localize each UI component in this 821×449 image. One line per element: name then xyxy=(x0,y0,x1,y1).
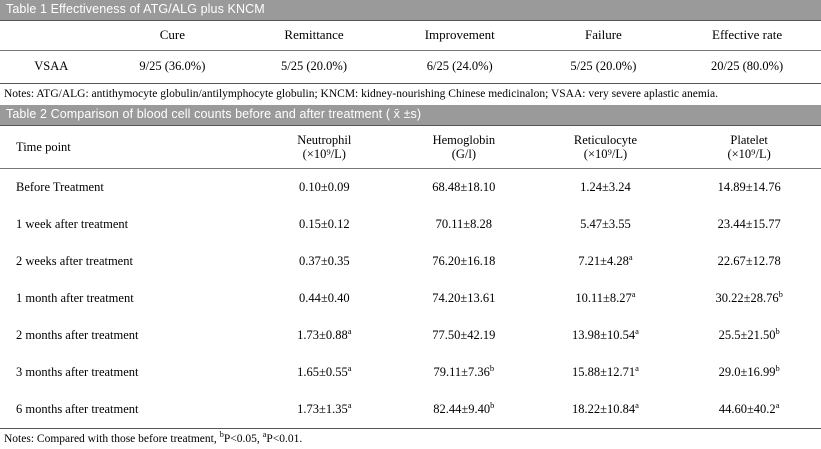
value: 7.21±4.28 xyxy=(578,254,629,268)
table2-header-line1: Neutrophil xyxy=(255,133,395,147)
table1-header-cell: Effective rate xyxy=(673,21,821,50)
significance-marker: a xyxy=(776,399,780,409)
table2-header-line2: (×10⁹/L) xyxy=(677,147,821,161)
value: 1.24±3.24 xyxy=(580,180,631,194)
table2-header-cell-neutrophil xyxy=(255,126,395,168)
table2-header-line2: (×10⁹/L) xyxy=(534,147,678,161)
table1-header-cell: Cure xyxy=(103,21,243,50)
table-row xyxy=(0,354,821,391)
value: 30.22±28.76 xyxy=(715,291,778,305)
table2-row-label: 6 months after treatment xyxy=(0,391,255,428)
table1-header-cell: Improvement xyxy=(386,21,534,50)
table2-cell-platelet xyxy=(677,169,821,206)
table2-cell-reticulocyte xyxy=(534,206,678,243)
table2-row-label: 2 months after treatment xyxy=(0,317,255,354)
table2-cell-hemoglobin xyxy=(394,354,534,391)
value: 13.98±10.54 xyxy=(572,328,635,342)
table2-cell-neutrophil xyxy=(255,317,395,354)
value: 1.73±0.88 xyxy=(297,328,348,342)
table1-cell: 5/25 (20.0%) xyxy=(534,51,674,83)
significance-marker: b xyxy=(490,399,494,409)
table2-cell-neutrophil xyxy=(255,206,395,243)
table2-cell-hemoglobin xyxy=(394,280,534,317)
value: 82.44±9.40 xyxy=(433,402,490,416)
value: 22.67±12.78 xyxy=(718,254,781,268)
table2-row-label: Before Treatment xyxy=(0,169,255,206)
table2-cell-platelet xyxy=(677,391,821,428)
table1-header-row xyxy=(0,21,821,50)
value: 0.10±0.09 xyxy=(299,180,350,194)
table2-notes xyxy=(0,429,821,449)
table1-header-cell: Failure xyxy=(534,21,674,50)
value: 0.37±0.35 xyxy=(299,254,350,268)
value: 0.15±0.12 xyxy=(299,217,350,231)
table2-cell-reticulocyte xyxy=(534,354,678,391)
table-row xyxy=(0,280,821,317)
table2-header-line1: Platelet xyxy=(677,133,821,147)
table1-row-label: VSAA xyxy=(0,51,103,83)
table2-row-label: 1 month after treatment xyxy=(0,280,255,317)
value: 5.47±3.55 xyxy=(580,217,631,231)
value: 10.11±8.27 xyxy=(575,291,631,305)
notes-sup-a: a xyxy=(263,429,267,439)
value: 76.20±16.18 xyxy=(432,254,495,268)
table-row xyxy=(0,206,821,243)
table2-cell-neutrophil xyxy=(255,243,395,280)
table2-cell-platelet xyxy=(677,280,821,317)
value: 23.44±15.77 xyxy=(718,217,781,231)
table2-cell-platelet xyxy=(677,317,821,354)
table2-cell-hemoglobin xyxy=(394,206,534,243)
table1-body xyxy=(0,51,821,83)
notes-end: P<0.01. xyxy=(266,433,302,445)
table2-cell-platelet xyxy=(677,354,821,391)
table2-cell-hemoglobin xyxy=(394,169,534,206)
significance-marker: b xyxy=(490,362,494,372)
table1-cell: 6/25 (24.0%) xyxy=(386,51,534,83)
table2-cell-reticulocyte xyxy=(534,243,678,280)
table-row xyxy=(0,391,821,428)
table2-cell-reticulocyte xyxy=(534,169,678,206)
table2-header-line2: (G/l) xyxy=(394,147,534,161)
table2-cell-platelet xyxy=(677,206,821,243)
table2-cell-neutrophil xyxy=(255,280,395,317)
table2-row-label: 1 week after treatment xyxy=(0,206,255,243)
table1-cell: 20/25 (80.0%) xyxy=(673,51,821,83)
table2-cell-neutrophil xyxy=(255,391,395,428)
value: 25.5±21.50 xyxy=(719,328,776,342)
table2-cell-neutrophil xyxy=(255,354,395,391)
table2-cell-hemoglobin xyxy=(394,317,534,354)
table2-cell-neutrophil xyxy=(255,169,395,206)
value: 74.20±13.61 xyxy=(432,291,495,305)
significance-marker: a xyxy=(632,288,636,298)
table2-cell-hemoglobin xyxy=(394,391,534,428)
significance-marker: b xyxy=(775,362,779,372)
table2-header-line1: Reticulocyte xyxy=(534,133,678,147)
table2-cell-hemoglobin xyxy=(394,243,534,280)
table-row xyxy=(0,243,821,280)
significance-marker: a xyxy=(629,251,633,261)
table2-row-label: 3 months after treatment xyxy=(0,354,255,391)
table2-cell-reticulocyte xyxy=(534,280,678,317)
value: 18.22±10.84 xyxy=(572,402,635,416)
table1-caption: Table 1 Effectiveness of ATG/ALG plus KNCM xyxy=(0,0,821,20)
value: 44.60±40.2 xyxy=(719,402,776,416)
table1-header-cell: Remittance xyxy=(242,21,386,50)
table2-header-row xyxy=(0,126,821,168)
table2-header-cell-hemoglobin xyxy=(394,126,534,168)
table2-header-cell-reticulocyte xyxy=(534,126,678,168)
notes-sup-b: b xyxy=(220,429,224,439)
significance-marker: a xyxy=(635,399,639,409)
significance-marker: a xyxy=(635,325,639,335)
value: 77.50±42.19 xyxy=(432,328,495,342)
table2-header-cell-platelet xyxy=(677,126,821,168)
table2-caption: Table 2 Comparison of blood cell counts before and after treatment ( x̄ ±s) xyxy=(0,105,821,125)
significance-marker: b xyxy=(779,288,783,298)
table2-body xyxy=(0,169,821,428)
table2-header-cell-timepoint xyxy=(0,126,255,168)
table2-header-line1: Hemoglobin xyxy=(394,133,534,147)
value: 79.11±7.36 xyxy=(434,365,490,379)
table1-cell: 5/25 (20.0%) xyxy=(242,51,386,83)
table2-header-line1: Time point xyxy=(16,140,255,154)
value: 1.65±0.55 xyxy=(297,365,348,379)
table2 xyxy=(0,126,821,168)
table-row xyxy=(0,317,821,354)
significance-marker: a xyxy=(348,399,352,409)
value: 15.88±12.71 xyxy=(572,365,635,379)
significance-marker: a xyxy=(635,362,639,372)
significance-marker: a xyxy=(348,362,352,372)
significance-marker: a xyxy=(348,325,352,335)
table2-header-line2: (×10⁹/L) xyxy=(255,147,395,161)
value: 14.89±14.76 xyxy=(718,180,781,194)
table1-cell: 9/25 (36.0%) xyxy=(103,51,243,83)
table1 xyxy=(0,21,821,50)
table2-cell-platelet xyxy=(677,243,821,280)
value: 70.11±8.28 xyxy=(436,217,492,231)
value: 68.48±18.10 xyxy=(432,180,495,194)
significance-marker: b xyxy=(775,325,779,335)
value: 29.0±16.99 xyxy=(719,365,776,379)
table1-header-cell xyxy=(0,21,103,50)
table1-notes: Notes: ATG/ALG: antithymocyte globulin/antilymphocyte globulin; KNCM: kidney-nourishing Chinese medicinalon; VSAA: very severe aplastic anemia. xyxy=(0,84,821,105)
table2-cell-reticulocyte xyxy=(534,317,678,354)
value: 1.73±1.35 xyxy=(297,402,348,416)
table-row xyxy=(0,169,821,206)
notes-prefix: Notes: Compared with those before treatment, xyxy=(4,433,220,445)
table-row xyxy=(0,51,821,83)
value: 0.44±0.40 xyxy=(299,291,350,305)
table2-cell-reticulocyte xyxy=(534,391,678,428)
table2-row-label: 2 weeks after treatment xyxy=(0,243,255,280)
notes-mid: P<0.05, xyxy=(224,433,263,445)
